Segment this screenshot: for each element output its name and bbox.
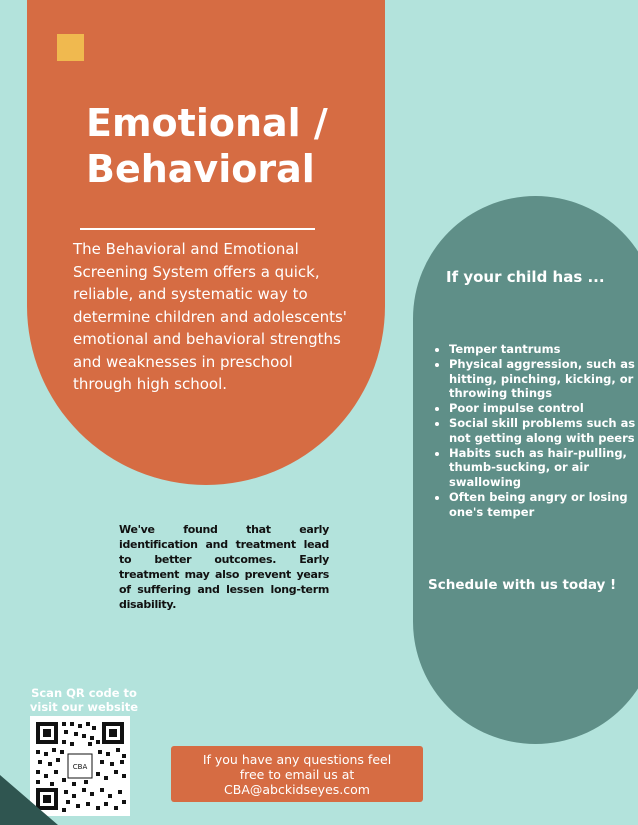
list-item: • Often being angry or losing one's temper bbox=[449, 490, 638, 520]
contact-email-link[interactable]: CBA@abckidseyes.com bbox=[224, 782, 370, 797]
early-treatment-note: We've found that early identification and treatment lead to better outcomes. Early treatment may also prevent years of suffering and lessen long-term disability. bbox=[119, 523, 329, 611]
qr-caption bbox=[20, 686, 148, 714]
contact-text bbox=[171, 752, 423, 797]
title-divider bbox=[80, 228, 315, 230]
list-item: • Physical aggression, such as hitting, pinching, kicking, or throwing things bbox=[449, 357, 638, 401]
qr-caption-line-2: visit our website bbox=[29, 700, 139, 714]
list-item: • Habits such as hair-pulling, thumb-sucking, or air swallowing bbox=[449, 446, 638, 490]
list-item: • Poor impulse control bbox=[449, 401, 638, 416]
schedule-cta: Schedule with us today ! bbox=[428, 577, 617, 593]
qr-center-label: CBA bbox=[72, 763, 88, 771]
side-panel-heading: If your child has ... bbox=[446, 268, 605, 286]
title-line-2: Behavioral bbox=[86, 147, 315, 191]
yellow-square-decoration bbox=[57, 34, 84, 61]
page-title bbox=[86, 100, 376, 192]
intro-paragraph: The Behavioral and Emotional Screening System offers a quick, reliable, and systematic way to determine children and adolescents' emotional and behavioral strengths and weaknesses in preschool through high school. bbox=[73, 240, 347, 393]
symptom-list bbox=[433, 342, 638, 520]
list-item: • Temper tantrums bbox=[449, 342, 638, 357]
title-line-1: Emotional / bbox=[86, 101, 328, 145]
dark-corner-decoration bbox=[0, 775, 58, 825]
contact-line-1: If you have any questions feel bbox=[202, 752, 392, 767]
qr-caption-line-1: Scan QR code to bbox=[31, 686, 137, 700]
contact-line-2: free to email us at bbox=[239, 767, 355, 782]
list-item: • Social skill problems such as not getting along with peers bbox=[449, 416, 638, 446]
